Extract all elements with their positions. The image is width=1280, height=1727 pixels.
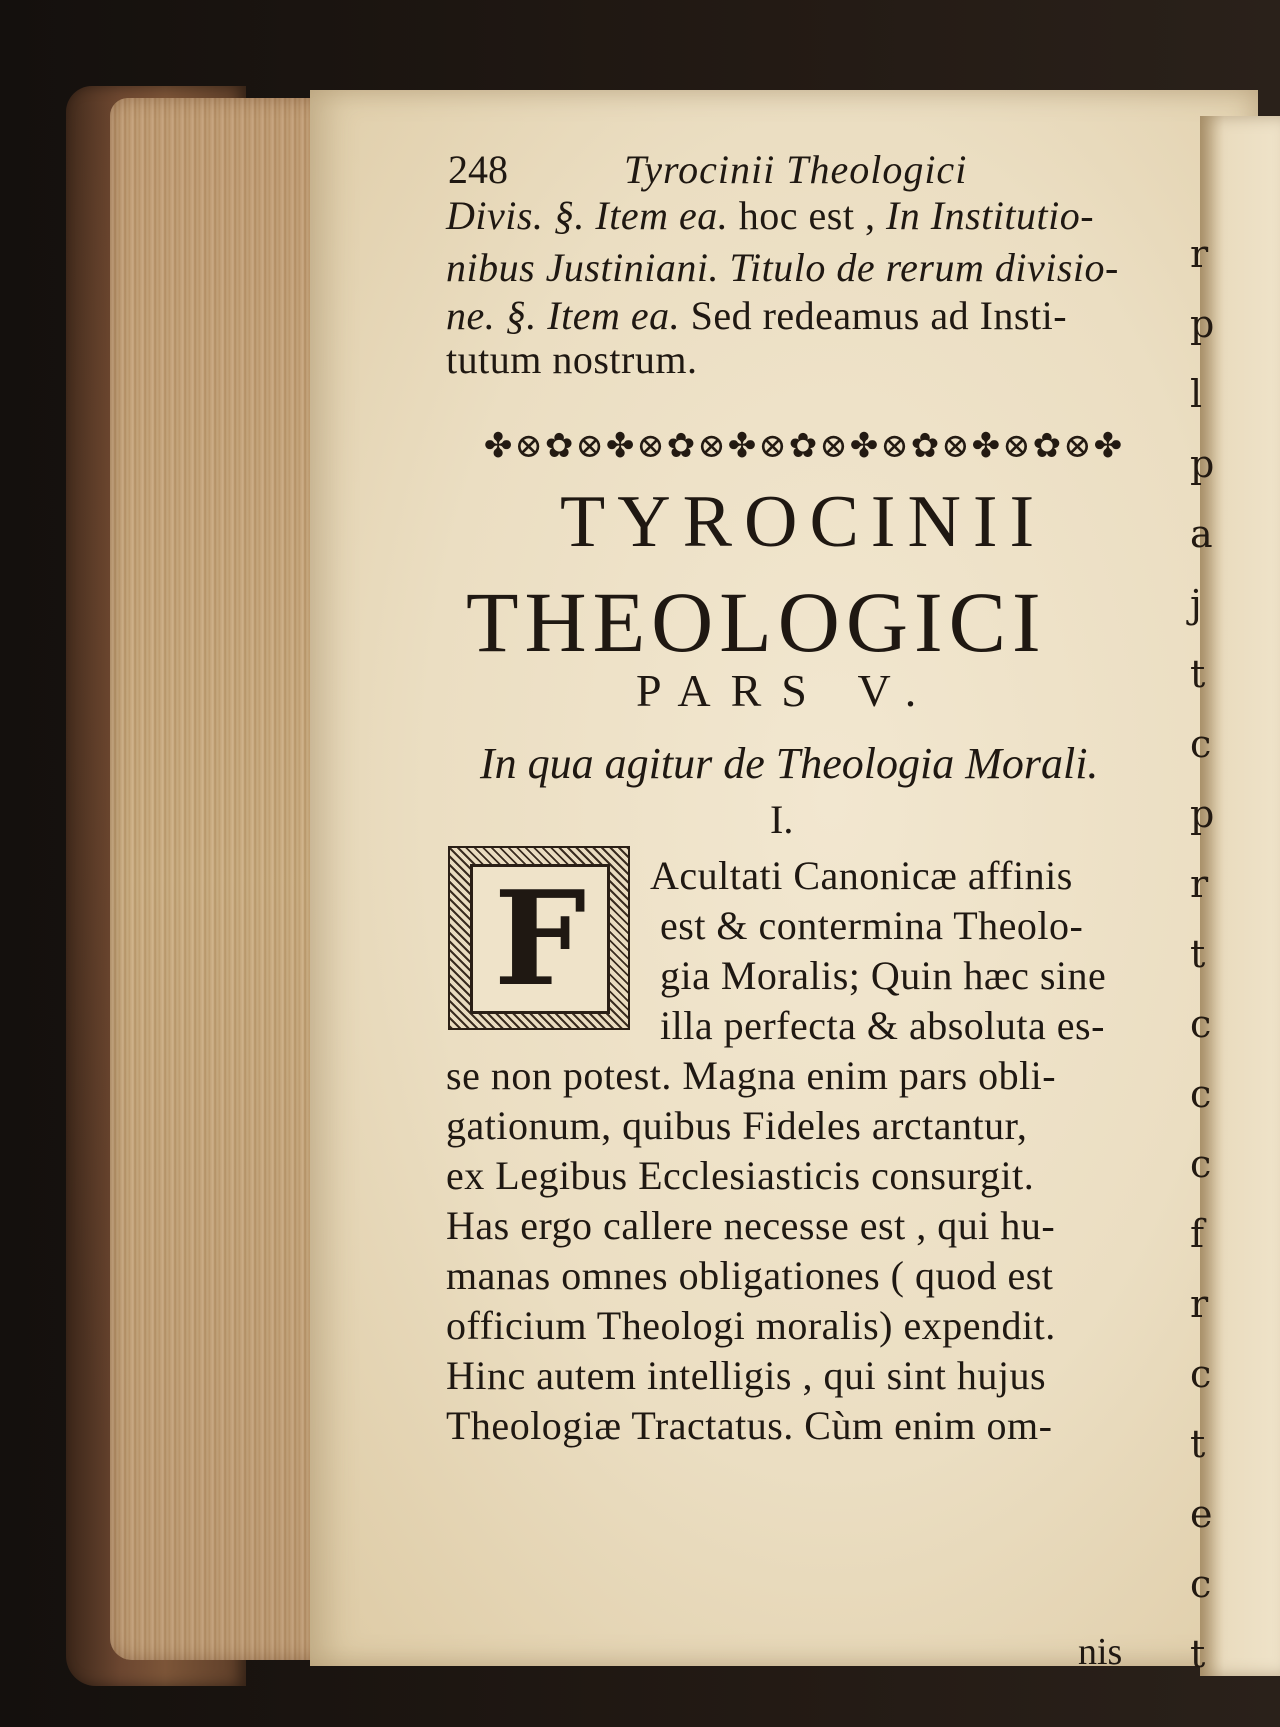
body-line: officium Theologi moralis) expendit. [446, 1303, 1056, 1348]
facing-page-letter: c [1190, 1002, 1212, 1046]
facing-page-letter: a [1190, 512, 1213, 556]
facing-page-letter: c [1190, 1072, 1212, 1116]
facing-page-letter: t [1190, 652, 1206, 696]
title-line-3: PARS V. [636, 665, 937, 716]
body-line: manas omnes obligationes ( quod est [446, 1253, 1054, 1298]
continuation-line [446, 336, 697, 383]
body-line: ex Legibus Ecclesiasticis consurgit. [446, 1153, 1035, 1198]
text-run: ne. §. Item ea. [446, 293, 681, 338]
facing-page-letter: p [1190, 792, 1215, 836]
facing-page-letter: r [1190, 232, 1209, 276]
facing-page-letter: f [1190, 1212, 1205, 1256]
facing-page-letter: t [1190, 1422, 1206, 1466]
facing-page-letter: t [1190, 932, 1206, 976]
facing-page-letter: p [1190, 442, 1215, 486]
initial-frame [470, 864, 610, 1014]
text-run: tutum nostrum. [446, 337, 698, 382]
facing-page-letter: c [1190, 1352, 1212, 1396]
body-line: gationum, quibus Fideles arctantur, [446, 1103, 1028, 1148]
ornament-band: ✤⊗✿⊗✤⊗✿⊗✤⊗✿⊗✤⊗✿⊗✤⊗✿⊗✤ [483, 426, 1125, 466]
decorated-initial [448, 846, 630, 1030]
body-line: gia Moralis; Quin hæc sine [660, 953, 1107, 998]
running-title: Tyrocinii Theologici [624, 147, 968, 192]
facing-page-letter: c [1190, 722, 1212, 766]
body-line: Has ergo callere necesse est , qui hu- [446, 1203, 1056, 1248]
continuation-line [446, 244, 1119, 291]
text-run: Sed redeamus ad Insti- [680, 293, 1068, 338]
initial-letter: F [493, 862, 587, 1015]
body-line: est & contermina Theolo- [660, 903, 1084, 948]
body-line: Hinc autem intelligis , qui sint hujus [446, 1353, 1047, 1398]
facing-page-letter: t [1190, 1632, 1206, 1676]
page-number: 248 [448, 147, 508, 192]
text-run: hoc est , [728, 193, 886, 238]
facing-page-letter: j [1190, 582, 1202, 626]
facing-page-letter: r [1190, 1282, 1209, 1326]
title-line-1: TYROCINII [560, 481, 1047, 563]
continuation-line [446, 192, 1094, 239]
body-line: illa perfecta & absoluta es- [660, 1003, 1105, 1048]
facing-page-letter: c [1190, 1562, 1212, 1606]
body-line: Theologiæ Tractatus. Cùm enim om- [446, 1403, 1053, 1448]
body-line: se non potest. Magna enim pars obli- [446, 1053, 1057, 1098]
subtitle: In qua agitur de Theologia Morali. [480, 739, 1099, 788]
text-run: In Institutio- [885, 193, 1095, 238]
catchword: nis [1078, 1631, 1123, 1673]
facing-page-letter: r [1190, 862, 1209, 906]
facing-page-letter: l [1190, 372, 1203, 416]
facing-page-letter: e [1190, 1492, 1213, 1536]
facing-page [1200, 116, 1280, 1676]
title-line-2: THEOLOGICI [466, 574, 1047, 670]
body-line: Acultati Canonicæ affinis [650, 853, 1073, 898]
text-run: Divis. §. Item ea. [446, 193, 729, 238]
continuation-line [446, 292, 1067, 339]
facing-page-letter: c [1190, 1142, 1212, 1186]
text-run: nibus Justiniani. Titulo de rerum divisio- [446, 245, 1119, 290]
section-number: I. [770, 797, 794, 842]
facing-page-letter: p [1190, 302, 1215, 346]
